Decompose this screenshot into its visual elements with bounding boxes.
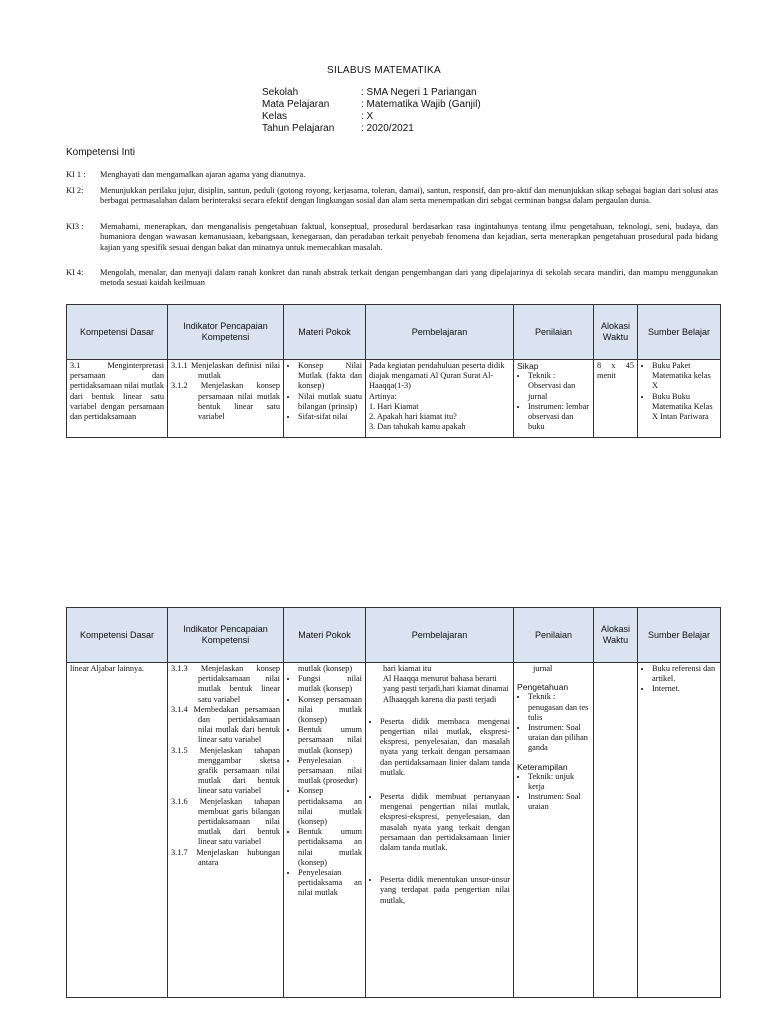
list-item: • Bentuk umum persamaan nilai mutlak (konsep) <box>298 725 362 756</box>
list-item: • Instrumen: lembar observasi dan buku <box>528 402 590 433</box>
materi-continued: mutlak (konsep) <box>298 664 353 673</box>
kd-cell: linear Aljabar lainnya. <box>67 663 168 998</box>
sumber-cell <box>638 663 721 998</box>
list-item: • Konsep pertidaksama an nilai mutlak (konsep) <box>298 786 362 827</box>
ipk-item: 3.1.6 Menjelaskan tahapan membuat garis bilangan pertidaksamaan nilai mutlak dari bentuk linear satu variabel <box>171 796 280 847</box>
info-value: : X <box>361 111 374 122</box>
penilaian-continued: jurnal <box>533 664 553 673</box>
list-item: • Teknik : penugasan dan tes tulis <box>528 692 590 723</box>
header-alokasi-waktu: Alokasi Waktu <box>594 608 638 663</box>
list-item: • Peserta didik membaca mengenai pengertian nilai mutlak, ekspresi-ekspresi, penyelesaian, dan masalah nyata yang terkait dengan persamaan dan pertidaksamaan linier dalam tanda mutlak. <box>380 717 510 778</box>
ipk-item: 3.1.3 Menjelaskan konsep pertidaksamaan nilai mutlak bentuk linear satu variabel <box>171 664 280 704</box>
syllabus-table-2 <box>66 607 721 998</box>
pembelajaran-note: Al Haaqqa menurut bahasa berarti yang pasti terjadi,hari kiamat dinamai Alhaaqqah karena dia pasti terjadi <box>383 674 509 704</box>
sumber-cell <box>638 360 721 438</box>
header-penilaian: Penilaian <box>514 305 594 360</box>
info-row <box>262 99 481 111</box>
ki-label: KI 1 : <box>66 170 86 179</box>
list-item: • Konsep Nilai Mutlak (fakta dan konsep) <box>298 361 362 392</box>
list-item: • Instrumen: Soal uraian dan pilihan ganda <box>528 723 590 754</box>
list-item: • Peserta didik menentukan unsur-unsur yang terdapat pada pengertian nilai mutlak, <box>380 875 510 906</box>
penilaian-cell <box>514 360 594 438</box>
ipk-cell <box>168 663 284 998</box>
header-kompetensi-dasar: Kompetensi Dasar <box>67 608 168 663</box>
ki-4 <box>66 268 718 289</box>
list-item: • Peserta didik membuat pertanyaan mengenai pengertian nilai mutlak, ekspresi-ekspresi, penyelesaian, dan masalah nyata yang terkait dengan persamaan dan pertidaksamaan linier dalam tanda mutlak. <box>380 792 510 853</box>
list-item: • Fungsi nilai mutlak (konsep) <box>298 674 362 694</box>
pembelajaran-continued: hari kiamat itu <box>383 664 432 673</box>
info-value: : SMA Negeri 1 Pariangan <box>361 87 477 98</box>
header-kompetensi-dasar: Kompetensi Dasar <box>67 305 168 360</box>
alokasi-cell <box>594 663 638 998</box>
syllabus-table-1 <box>66 304 721 438</box>
ki-text: Menunjukkan perilaku jujur, disiplin, santun, peduli (gotong royong, kerjasama, toleran, damai), santun, responsif, dan pro-aktif dan menunjukkan sikap sebagai bagian dari solusi atas berbagai permasalahan dalam berinteraksi secara efektif dengan lingkungan sosial dan alam serta menempatkan diri sebgai cerminan bangsa dalam pergaulan dunia. <box>100 186 718 206</box>
info-key: Tahun Pelajaran <box>262 123 335 134</box>
info-key: Mata Pelajaran <box>262 99 330 110</box>
penilaian-heading: Sikap <box>517 361 539 371</box>
header-penilaian: Penilaian <box>514 608 594 663</box>
list-item: 1. Hari Kiamat <box>369 401 419 411</box>
pembelajaran-cell <box>366 663 514 998</box>
list-item: • Nilai mutlak suatu bilangan (prinsip) <box>298 392 362 412</box>
ki-text: Menghayati dan mengamalkan ajaran agama yang dianutnya. <box>100 170 306 179</box>
table-row <box>67 360 721 438</box>
header-pembelajaran: Pembelajaran <box>366 608 514 663</box>
info-row <box>262 111 481 123</box>
list-item: • Penyelesaian pertidaksama an nilai mutlak <box>298 868 362 899</box>
ki-label: KI3 : <box>66 222 84 231</box>
list-item: • Sifat-sifat nilai <box>298 412 362 422</box>
ipk-item: 3.1.4 Membedakan persamaan dan pertidaksamaan nilai mutlak dari bentuk linear satu variabel <box>171 704 280 745</box>
ipk-item: 3.1.2 Menjelaskan konsep persamaan nilai mutlak bentuk linear satu variabel <box>171 381 280 422</box>
pembelajaran-artinya: Artinya: <box>369 391 397 401</box>
ki-heading: Kompetensi Inti <box>66 147 135 158</box>
ki-2 <box>66 186 718 207</box>
list-item: • Buku referensi dan artikel. <box>652 664 717 684</box>
list-item: • Buku Buku Matematika Kelas X Intan Pariwara <box>652 392 717 423</box>
ki-label: KI 4: <box>66 268 84 277</box>
header-alokasi-waktu: Alokasi Waktu <box>594 305 638 360</box>
info-row <box>262 87 481 99</box>
ipk-item: 3.1.1 Menjelaskan definisi nilai mutlak <box>171 361 280 381</box>
pembelajaran-cell <box>366 360 514 438</box>
list-item: • Instrumen: Soal uraian <box>528 792 590 812</box>
info-row <box>262 123 481 135</box>
list-item: • Penyelesaian persamaan nilai mutlak (prosedur) <box>298 756 362 787</box>
ki-text: Mengolah, menalar, dan menyaji dalam ranah konkret dan ranah abstrak terkait dengan pengembangan dari yang dipelajarinya di sekolah secara mandiri, dan mampu menggunakan metoda sesuai kaidah keilmuan <box>100 268 718 288</box>
info-value: : Matematika Wajib (Ganjil) <box>361 99 481 110</box>
penilaian-cell <box>514 663 594 998</box>
info-key: Kelas <box>262 111 288 122</box>
pembelajaran-intro: Pada kegiatan pendahuluan peserta didik diajak mengamati Al Quran Surat Al-Haaqqa(1-3) <box>369 361 505 391</box>
header-sumber-belajar: Sumber Belajar <box>638 608 721 663</box>
header-indikator: Indikator Pencapaian Kompetensi <box>168 305 284 360</box>
school-info <box>262 87 481 135</box>
table-row <box>67 663 721 998</box>
list-item: • Bentuk umum pertidaksama an nilai mutlak (konsep) <box>298 827 362 868</box>
ipk-item: 3.1.5 Menjelaskan tahapan menggambar sketsa grafik persamaan nilai mutlak dari bentuk linear satu variabel <box>171 745 280 796</box>
header-indikator: Indikator Pencapaian Kompetensi <box>168 608 284 663</box>
header-sumber-belajar: Sumber Belajar <box>638 305 721 360</box>
ipk-item: 3.1.7 Menjelaskan hubungan antara <box>171 847 280 867</box>
table-header-row <box>67 608 721 663</box>
document-title: SILABUS MATEMATIKA <box>327 65 441 76</box>
list-item: • Teknik : Observasi dan jurnal <box>528 371 590 402</box>
table-header-row <box>67 305 721 360</box>
ki-1 <box>66 170 718 180</box>
list-item: • Internet. <box>652 684 717 694</box>
header-materi-pokok: Materi Pokok <box>284 305 366 360</box>
materi-cell <box>284 360 366 438</box>
list-item: • Konsep persamaan nilai mutlak (konsep) <box>298 695 362 726</box>
list-item: 3. Dan tahukah kamu apakah <box>369 422 466 432</box>
kd-cell: 3.1 Menginterpretasi persamaan dan pertidaksamaan nilai mutlak dari bentuk linear satu variabel dengan persamaan dan pertidaksamaan <box>67 360 168 438</box>
header-materi-pokok: Materi Pokok <box>284 608 366 663</box>
penilaian-heading: Keterampilan <box>517 761 568 772</box>
list-item: • Teknik: unjuk kerja <box>528 772 590 792</box>
ki-label: KI 2: <box>66 186 84 195</box>
ipk-cell <box>168 360 284 438</box>
list-item: 2. Apakah hari kiamat itu? <box>369 412 457 422</box>
ki-text: Memahami, menerapkan, dan menganalisis pengetahuan faktual, konseptual, prosedural berdasarkan rasa ingintahunya tentang ilmu pengetahuan, teknologi, seni, budaya, dan humaniora dengan wawasan kemanusiaan, kebangsaan, kenegaraan, dan peradaban terkait penyebab fenomena dan kejadian, serta menerapkan pengetahuan prosedural pada bidang kajian yang spesifik sesuai dengan bakat dan minatnya untuk memecahkan masalah. <box>100 222 718 252</box>
header-pembelajaran: Pembelajaran <box>366 305 514 360</box>
list-item: • Buku Paket Matematika kelas X <box>652 361 717 392</box>
info-value: : 2020/2021 <box>361 123 414 134</box>
alokasi-cell: 8 x 45 menit <box>594 360 638 438</box>
ki-3 <box>66 222 718 253</box>
penilaian-heading: Pengetahuan <box>517 682 569 693</box>
materi-cell <box>284 663 366 998</box>
info-key: Sekolah <box>262 87 299 98</box>
